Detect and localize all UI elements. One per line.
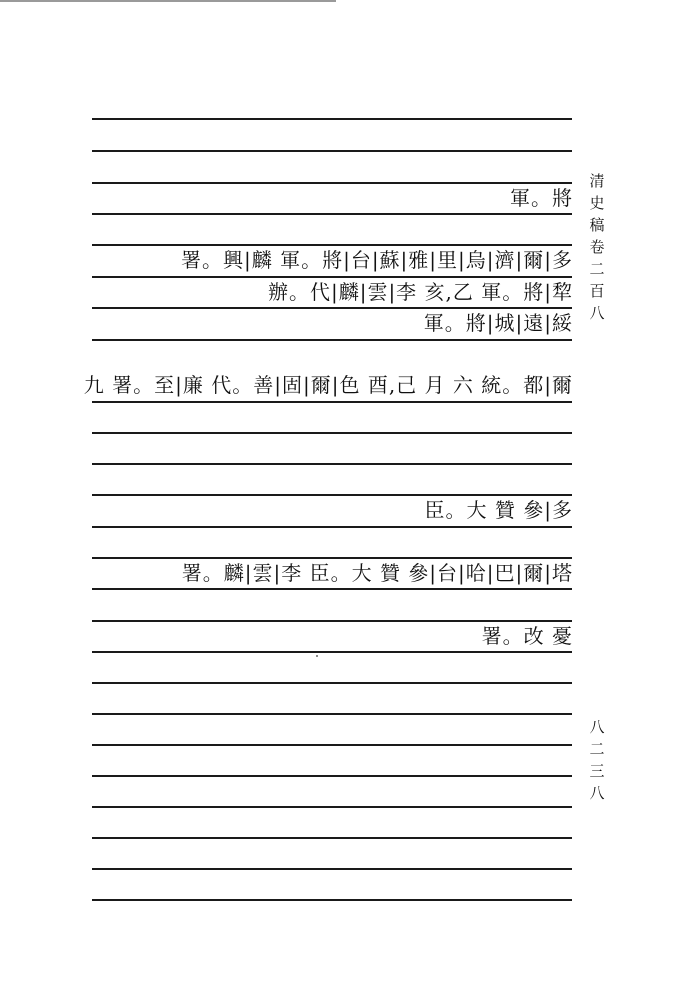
table-text-line: 臣。大 贊 參|多 <box>424 498 573 522</box>
table-rule <box>92 213 572 215</box>
table-rule <box>92 899 572 901</box>
table-rule <box>92 744 572 746</box>
table-rule <box>92 837 572 839</box>
table-text-line: 署。興|麟 軍。將|台|蘇|雅|里|烏|濟|爾|多 <box>180 248 573 272</box>
table-rule <box>92 118 572 120</box>
table-rule <box>92 432 572 434</box>
table-rule <box>92 401 572 403</box>
table-rule <box>92 339 572 341</box>
scan-speck <box>316 655 318 657</box>
table-text-line: 軍。將|城|遠|綏 <box>423 311 573 335</box>
table-rule <box>92 463 572 465</box>
table-rule <box>92 806 572 808</box>
table-rule <box>92 682 572 684</box>
table-rule <box>92 775 572 777</box>
book-title-margin: 清史稿卷二百八 <box>589 172 605 322</box>
table-text-line: 署。改 憂 <box>481 624 573 648</box>
table-rule <box>92 526 572 528</box>
table-rule <box>92 182 572 184</box>
table-text-line: 署。麟|雲|李 臣。大 贊 參|台|哈|巴|爾|塔 <box>181 561 573 585</box>
table-text-line: 九 署。至|廉 代。善|固|爾|色 酉,己 月 六 統。都|爾 <box>83 373 573 397</box>
table-rule <box>92 868 572 870</box>
table-text-line: 軍。將 <box>510 186 573 210</box>
table-rule <box>92 713 572 715</box>
table-text-line: 辦。代|麟|雲|李 亥,乙 軍。將|犂 <box>267 280 573 304</box>
page-number-margin: 八二三八 <box>589 718 605 802</box>
table-rule <box>92 150 572 152</box>
table-rule <box>92 588 572 590</box>
table-rule <box>92 651 572 653</box>
